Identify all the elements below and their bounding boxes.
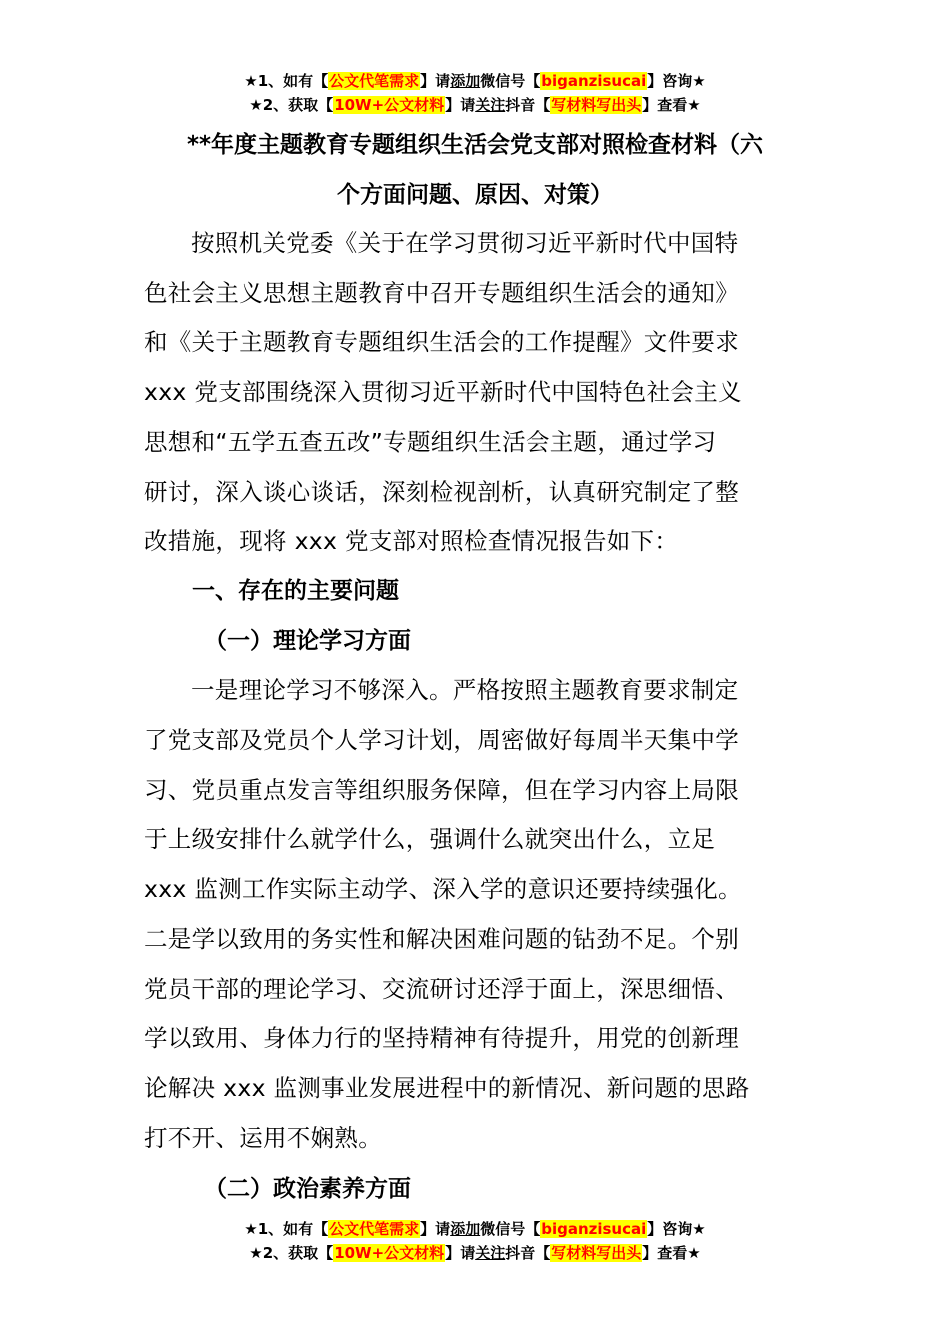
banner-text: 】请	[445, 96, 476, 114]
body-line: 学以致用、身体力行的坚持精神有待提升，用党的创新理	[144, 1024, 739, 1053]
body-line: 一是理论学习不够深入。严格按照主题教育要求制定	[191, 676, 739, 705]
document-title-line2: 个方面问题、原因、对策）	[337, 182, 613, 208]
banner-text: ★1、如有【	[244, 72, 329, 90]
footer-banner-line2	[0, 1241, 950, 1265]
banner-highlight: 公文代笔需求	[329, 72, 420, 90]
document-title-line1: **年度主题教育专题组织生活会党支部对照检查材料（六	[186, 132, 764, 158]
banner-text: ★2、获取【	[249, 96, 334, 114]
banner-text: 】查看★	[642, 96, 701, 114]
banner-highlight: 10W+公文材料	[334, 1244, 445, 1262]
banner-underlined: 添加	[450, 1220, 481, 1238]
subsection-heading: （二）政治素养方面	[204, 1176, 411, 1202]
section-heading: 一、存在的主要问题	[192, 577, 399, 604]
body-line: 论解决 xxx 监测事业发展进程中的新情况、新问题的思路	[144, 1073, 750, 1102]
banner-highlight-wechat-id: biganzisucai	[541, 72, 647, 90]
banner-text: 】咨询★	[647, 1220, 706, 1238]
intro-line: 按照机关党委《关于在学习贯彻习近平新时代中国特	[191, 229, 739, 257]
footer-banner-line1	[0, 1217, 950, 1241]
banner-text: 抖音【	[505, 1244, 551, 1262]
body-line: 打不开、运用不娴熟。	[144, 1123, 382, 1152]
intro-line: 改措施，现将 xxx 党支部对照检查情况报告如下：	[144, 527, 679, 556]
body-line: 二是学以致用的务实性和解决困难问题的钻劲不足。个别	[144, 924, 739, 953]
banner-underlined: 关注	[475, 96, 506, 114]
banner-text: 抖音【	[505, 96, 551, 114]
document-body	[144, 219, 808, 1163]
banner-highlight: 公文代笔需求	[329, 1220, 420, 1238]
header-banner-line2	[0, 93, 950, 117]
banner-highlight-douyin: 写材料写出头	[551, 1244, 642, 1262]
banner-text: ★1、如有【	[244, 1220, 329, 1238]
banner-text: 微信号【	[480, 72, 541, 90]
banner-text: 】请	[420, 72, 451, 90]
banner-highlight: 10W+公文材料	[334, 96, 445, 114]
banner-highlight-douyin: 写材料写出头	[551, 96, 642, 114]
intro-line: xxx 党支部围绕深入贯彻习近平新时代中国特色社会主义	[144, 378, 742, 407]
banner-text: 】请	[420, 1220, 451, 1238]
intro-line: 研讨，深入谈心谈话，深刻检视剖析，认真研究制定了整	[144, 477, 739, 506]
subsection-heading: （一）理论学习方面	[204, 627, 411, 654]
banner-text: 】查看★	[642, 1244, 701, 1262]
banner-underlined: 关注	[475, 1244, 506, 1262]
banner-highlight-wechat-id: biganzisucai	[541, 1220, 647, 1238]
intro-line: 色社会主义思想主题教育中召开专题组织生活会的通知》	[144, 278, 739, 307]
body-line: 于上级安排什么就学什么，强调什么就突出什么，立足	[144, 825, 716, 854]
banner-text: 】请	[445, 1244, 476, 1262]
banner-text: 】咨询★	[647, 72, 706, 90]
banner-text: ★2、获取【	[249, 1244, 334, 1262]
intro-line: 思想和“五学五查五改”专题组织生活会主题，通过学习	[144, 427, 717, 456]
banner-underlined: 添加	[450, 72, 481, 90]
body-line: 习、党员重点发言等组织服务保障，但在学习内容上局限	[144, 775, 739, 804]
body-line: 了党支部及党员个人学习计划，周密做好每周半天集中学	[144, 726, 739, 755]
body-line: xxx 监测工作实际主动学、深入学的意识还要持续强化。	[144, 875, 742, 904]
banner-text: 微信号【	[480, 1220, 541, 1238]
intro-line: 和《关于主题教育专题组织生活会的工作提醒》文件要求	[144, 328, 739, 357]
header-banner-line1	[0, 69, 950, 93]
body-line: 党员干部的理论学习、交流研讨还浮于面上，深思细悟、	[144, 974, 739, 1003]
